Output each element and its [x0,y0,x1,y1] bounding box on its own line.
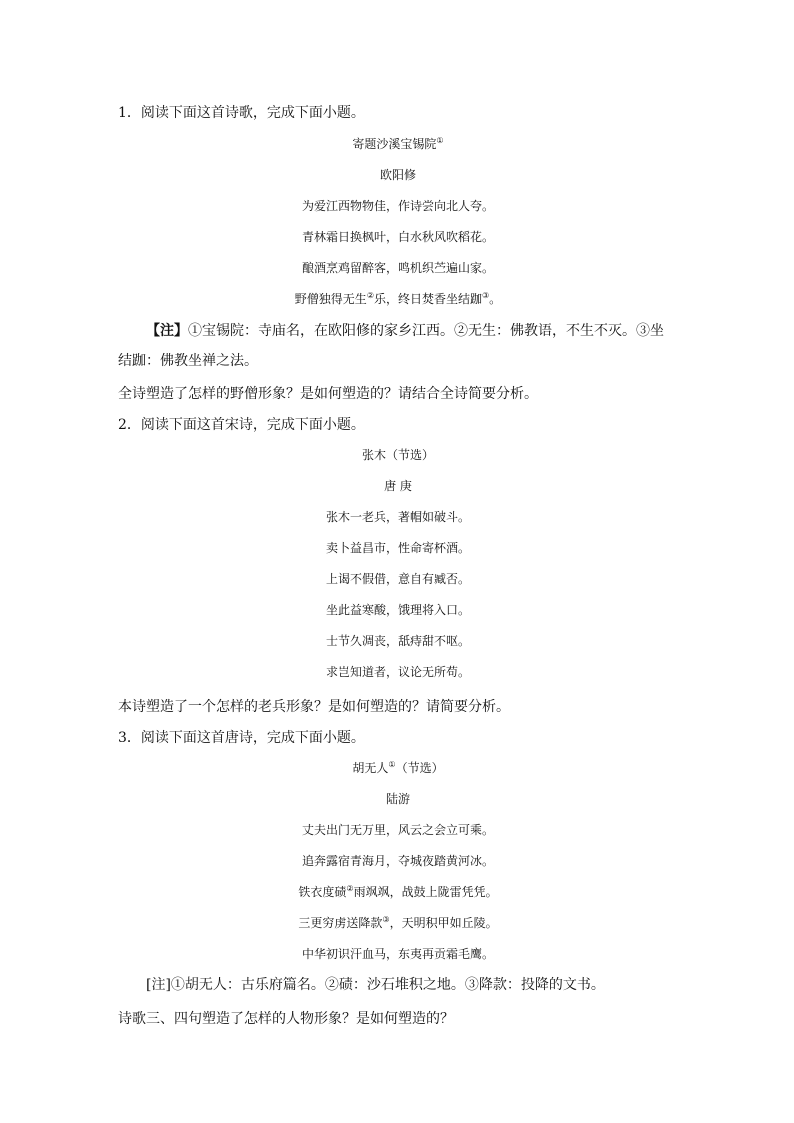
poem-3-line: 三更穷虏送降款③，天明积甲如丘陵。 [298,915,498,930]
poem-2-line: 士节久凋丧，舐痔甜不呕。 [325,634,470,648]
poem-1-title: 寄题沙溪宝锡院① [352,136,444,151]
poem-2-line: 上谒不假借，意自有臧否。 [325,572,470,586]
poem-3-line: 中华初识汗血马，东夷再贡霜毛鹰。 [301,947,494,961]
poem-1-line: 青林霜日换枫叶，白水秋风吹稻花。 [301,230,494,244]
poem-2-line: 坐此益寒酸，饿理将入口。 [325,603,470,617]
poem-2-line: 卖卜益昌市，性命寄杯酒。 [325,541,470,555]
poem-3-author: 陆游 [385,792,410,806]
question-3-prompt: 3．阅读下面这首唐诗，完成下面小题。 [118,730,365,746]
poem-1-line: 酿酒烹鸡留醉客，鸣机织苎遍山家。 [301,261,494,275]
question-1-text: 全诗塑造了怎样的野僧形象？是如何塑造的？请结合全诗简要分析。 [118,386,538,402]
poem-1-line: 野僧独得无生②乐，终日焚香坐结跏③。 [294,291,502,306]
poem-1-author: 欧阳修 [379,168,416,182]
poem-2-line: 求岂知道者，议论无所苟。 [325,665,470,679]
poem-2-title: 张木（节选） [361,448,434,462]
question-2-prompt: 2．阅读下面这首宋诗，完成下面小题。 [118,417,365,433]
poem-1-note: 【注】①宝锡院：寺庙名，在欧阳修的家乡江西。②无生：佛教语，不生不灭。③坐 [146,323,664,339]
poem-1-note-cont: 结跏：佛教坐禅之法。 [118,353,258,369]
question-3-text: 诗歌三、四句塑造了怎样的人物形象？是如何塑造的？ [118,1011,454,1027]
poem-3-title: 胡无人①（节选） [352,760,444,775]
question-1-prompt: 1．阅读下面这首诗歌，完成下面小题。 [118,105,365,121]
poem-3-line: 丈夫出门无万里，风云之会立可乘。 [301,823,494,837]
poem-2-author: 唐 庚 [384,479,412,493]
question-2-text: 本诗塑造了一个怎样的老兵形象？是如何塑造的？请简要分析。 [118,699,510,715]
poem-3-note: [注]①胡无人：古乐府篇名。②碛：沙石堆积之地。③降款：投降的文书。 [146,977,605,993]
poem-1-line: 为爱江西物物佳，作诗尝向北人夸。 [301,199,494,213]
poem-3-line: 铁衣度碛②雨飒飒，战鼓上陇雷凭凭。 [298,884,498,899]
poem-2-line: 张木一老兵，著帽如破斗。 [325,510,470,524]
poem-3-line: 追奔露宿青海月，夺城夜踏黄河冰。 [301,854,494,868]
